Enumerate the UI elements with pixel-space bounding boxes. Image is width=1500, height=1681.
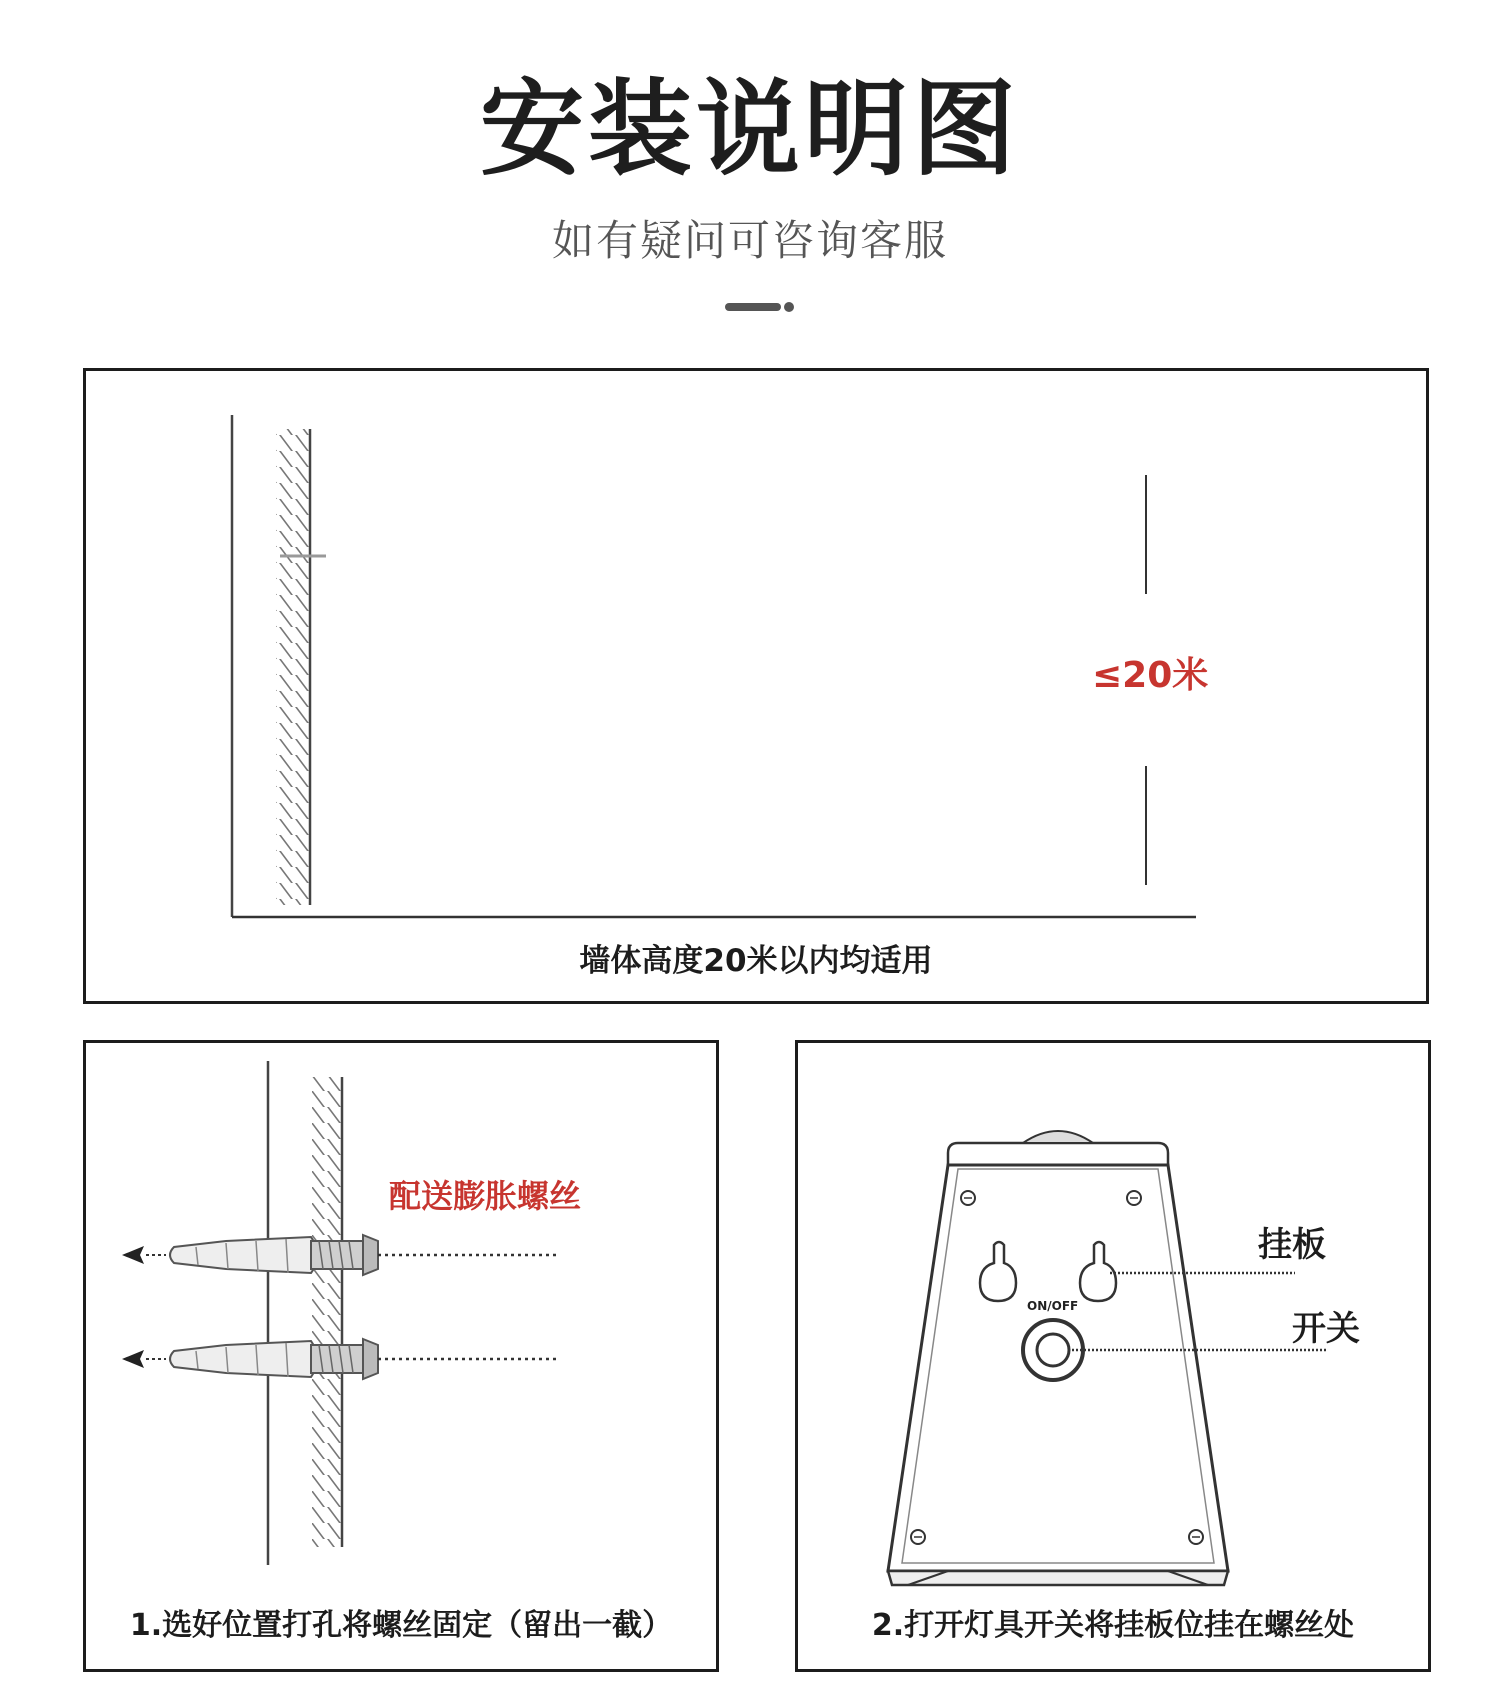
switch-on-off-text: ON/OFF — [1027, 1299, 1079, 1313]
page-subtitle: 如有疑问可咨询客服 — [551, 216, 948, 265]
wall-height-diagram — [86, 371, 1426, 1001]
plate-label: 挂板 — [1258, 1225, 1326, 1265]
switch-button — [1037, 1334, 1069, 1366]
wall-hatching — [312, 1077, 342, 1547]
switch-label: 开关 — [1292, 1309, 1360, 1349]
wall-hatching — [276, 429, 310, 905]
expansion-anchor-2 — [122, 1339, 558, 1379]
expansion-anchor-1 — [122, 1235, 558, 1275]
step1-panel — [83, 1040, 719, 1672]
wall-height-caption: 墙体高度20米以内均适用 — [579, 943, 933, 979]
screw-callout: 配送膨胀螺丝 — [389, 1177, 582, 1215]
lamp-top-cap — [948, 1143, 1168, 1165]
title-divider-decoration — [725, 300, 795, 314]
step2-caption: 2.打开灯具开关将挂板位挂在螺丝处 — [871, 1608, 1355, 1643]
step1-screw-diagram — [86, 1043, 716, 1669]
step1-caption: 1.选好位置打孔将螺丝固定（留出一截） — [129, 1608, 673, 1643]
page-title: 安装说明图 — [479, 68, 1020, 190]
height-limit-label: ≤20米 — [1092, 655, 1209, 696]
step2-panel — [795, 1040, 1431, 1672]
lamp-sensor-dome — [1023, 1131, 1093, 1143]
step2-lamp-back-diagram — [798, 1043, 1428, 1669]
wall-height-panel — [83, 368, 1429, 1004]
